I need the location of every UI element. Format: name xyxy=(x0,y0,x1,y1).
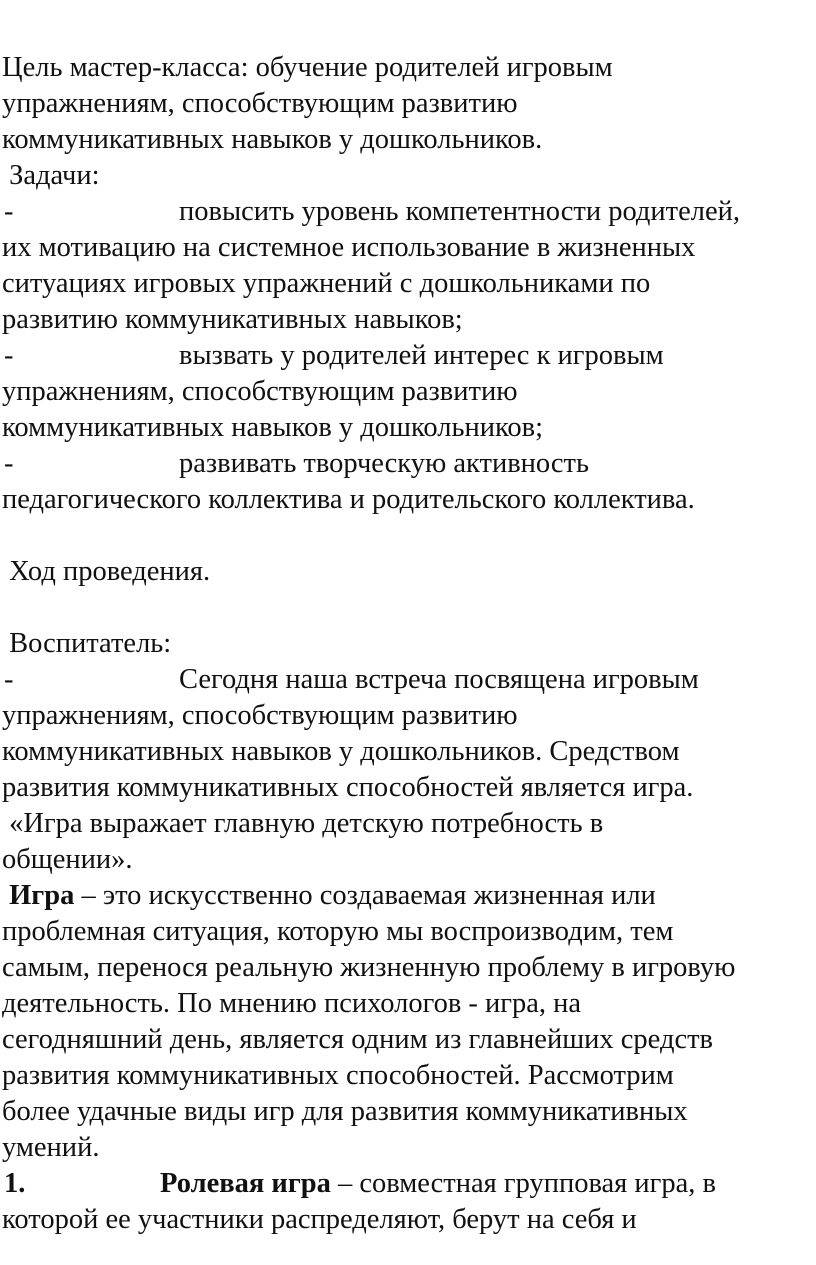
goal-line: коммуникативных навыков у дошкольников. xyxy=(2,124,543,155)
definition-line: деятельность. По мнению психологов - игра, на xyxy=(2,988,582,1019)
speech-text: Сегодня наша встреча посвящена игровым xyxy=(179,664,699,695)
definition-line: самым, перенося реальную жизненную проблему в игровую xyxy=(2,952,736,983)
definition-line: проблемная ситуация, которую мы воспроизводим, тем xyxy=(2,916,674,947)
goal-line: упражнениям, способствующим развитию xyxy=(2,88,518,119)
definition-line: умений. xyxy=(2,1132,100,1163)
task-item xyxy=(2,194,816,230)
definition-line: более удачные виды игр для развития коммуникативных xyxy=(2,1096,688,1127)
list-dash: - xyxy=(4,340,14,371)
task-line: коммуникативных навыков у дошкольников; xyxy=(2,412,544,443)
task-line: упражнениям, способствующим развитию xyxy=(2,376,518,407)
item-rest: – совместная групповая игра, в xyxy=(330,1168,716,1199)
task-text: развивать творческую активность xyxy=(179,448,589,479)
item-line: которой ее участники распределяют, берут на себя и xyxy=(2,1204,637,1235)
teacher-heading: Воспитатель: xyxy=(2,628,172,659)
speech-item xyxy=(2,662,816,698)
definition-line: сегодняшний день, является одним из главнейших средств xyxy=(2,1024,714,1055)
list-dash: - xyxy=(4,196,14,227)
task-text: вызвать у родителей интерес к игровым xyxy=(179,340,664,371)
task-line: педагогического коллектива и родительского коллектива. xyxy=(2,484,695,515)
definition-term: Игра xyxy=(2,880,75,911)
task-line: их мотивацию на системное использование в жизненных xyxy=(2,232,696,263)
tasks-heading: Задачи: xyxy=(2,160,100,191)
task-line: ситуациях игровых упражнений с дошкольниками по xyxy=(2,268,651,299)
quote-line: «Игра выражает главную детскую потребность в xyxy=(2,808,604,839)
task-line: развитию коммуникативных навыков; xyxy=(2,304,463,335)
course-heading: Ход проведения. xyxy=(2,556,211,587)
task-text: повысить уровень компетентности родителей, xyxy=(179,196,740,227)
list-dash: - xyxy=(4,448,14,479)
task-item xyxy=(2,446,816,482)
speech-line: коммуникативных навыков у дошкольников. Средством xyxy=(2,736,680,767)
definition-line xyxy=(2,878,656,914)
item-text xyxy=(160,1166,716,1202)
task-item xyxy=(2,338,816,374)
numbered-item xyxy=(2,1166,816,1202)
speech-line: развития коммуникативных способностей является игра. xyxy=(2,772,694,803)
definition-line: развития коммуникативных способностей. Рассмотрим xyxy=(2,1060,674,1091)
definition-text: – это искусственно создаваемая жизненная или xyxy=(74,880,656,911)
list-dash: - xyxy=(4,664,14,695)
item-term: Ролевая игра xyxy=(160,1168,331,1199)
quote-line: общении». xyxy=(2,844,133,875)
item-number: 1. xyxy=(4,1168,26,1199)
goal-line: Цель мастер-класса: обучение родителей игровым xyxy=(2,52,613,83)
speech-line: упражнениям, способствующим развитию xyxy=(2,700,518,731)
